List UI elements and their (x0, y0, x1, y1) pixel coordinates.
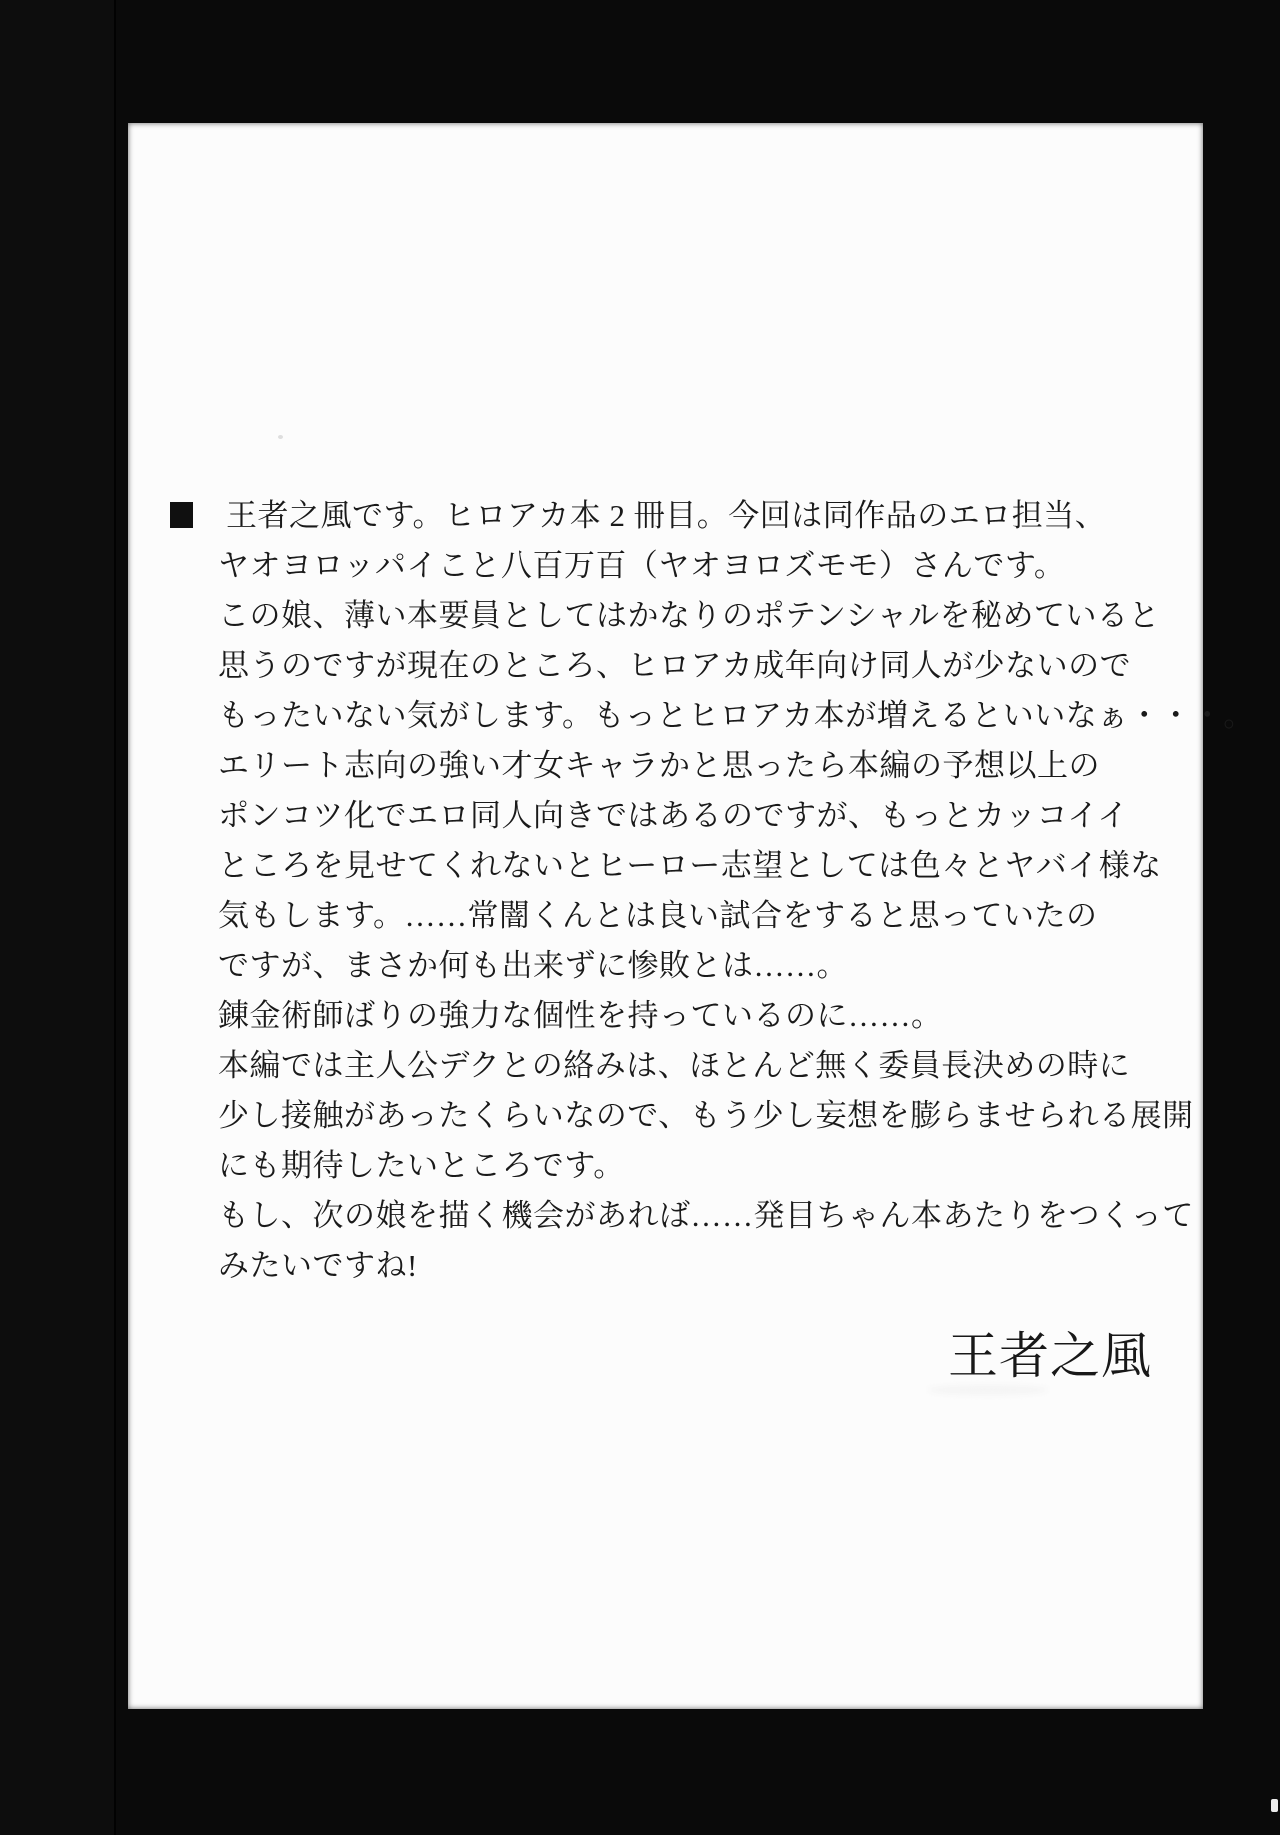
afterword-text-block (218, 491, 1255, 1291)
afterword-text-line: ポンコツ化でエロ同人向きではあるのですが、もっとカッコイイ (218, 798, 1129, 833)
afterword-text-line: にも期待したいところです。 (218, 1148, 625, 1183)
afterword-text-line: ところを見せてくれないとヒーロー志望としては色々とヤバイ様な (218, 848, 1162, 883)
afterword-text-line: もったいない気がします。もっとヒロアカ本が増えるといいなぁ・・・。 (218, 698, 1255, 733)
afterword-text-line: 錬金術師ばりの強力な個性を持っているのに……。 (218, 998, 943, 1033)
afterword-text-line: 少し接触があったくらいなので、もう少し妄想を膨らませられる展開 (218, 1098, 1194, 1133)
afterword-text-line: みたいですね! (218, 1248, 418, 1283)
afterword-text-line: 思うのですが現在のところ、ヒロアカ成年向け同人が少ないので (218, 648, 1132, 683)
afterword-text-line: ですが、まさか何も出来ずに惨敗とは……。 (218, 948, 848, 983)
afterword-text-line: 本編では主人公デクとの絡みは、ほとんど無く委員長決めの時に (218, 1048, 1131, 1083)
afterword-text-line: ヤオヨロッパイこと八百万百（ヤオヨロズモモ）さんです。 (218, 548, 1066, 583)
scanner-edge-line (114, 0, 116, 1835)
scan-artifact-dot (1271, 1799, 1278, 1812)
section-bullet-icon (170, 502, 193, 528)
afterword-page (128, 123, 1255, 1709)
afterword-text-line: エリート志向の強い才女キャラかと思ったら本編の予想以上の (218, 748, 1100, 783)
afterword-text-line: この娘、薄い本要員としてはかなりのポテンシャルを秘めていると (218, 598, 1161, 633)
scanner-edge-strip (0, 0, 114, 1835)
scan-smudge (928, 1385, 1048, 1395)
scan-speck (278, 435, 283, 439)
afterword-text-line: 気もします。……常闇くんとは良い試合をすると思っていたの (218, 898, 1098, 933)
afterword-text-line: 王者之風です。ヒロアカ本 2 冊目。今回は同作品のエロ担当、 (226, 498, 1107, 533)
afterword-text-line: もし、次の娘を描く機会があれば……発目ちゃん本あたりをつくって (218, 1198, 1194, 1233)
author-signature: 王者之風 (948, 1328, 1152, 1384)
